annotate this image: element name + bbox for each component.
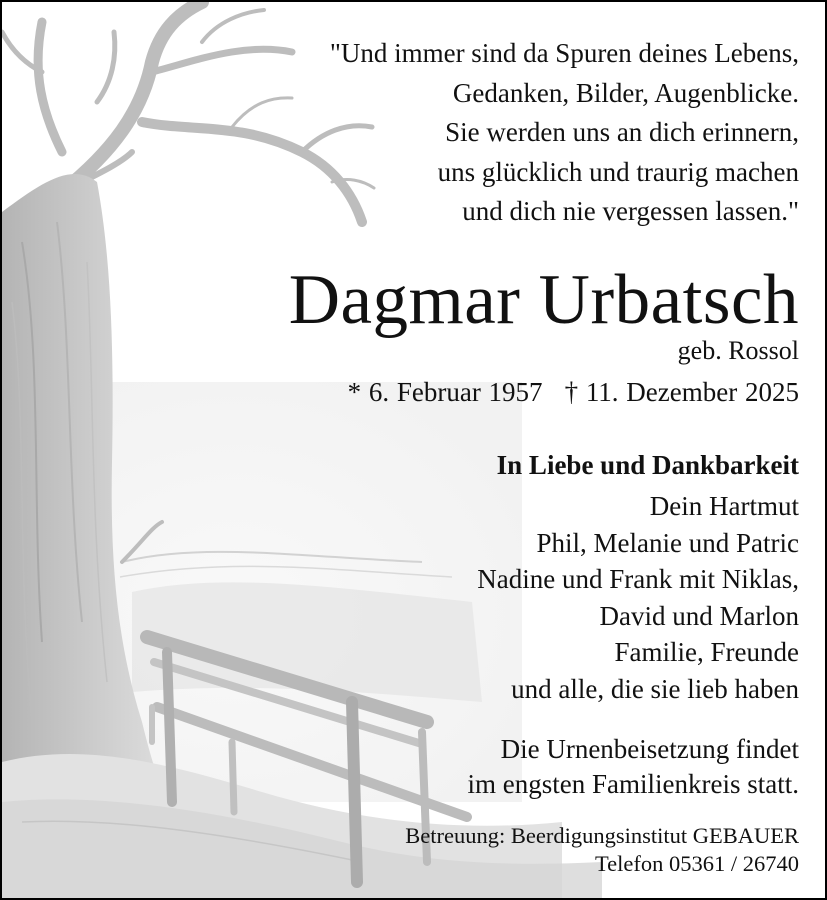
birth-name: geb. Rossol: [677, 336, 799, 365]
mourner-line: Nadine und Frank mit Niklas,: [477, 564, 799, 594]
life-dates: [348, 374, 799, 410]
quote-line: und dich nie vergessen lassen.": [462, 196, 799, 226]
burial-notice: [468, 732, 799, 802]
funeral-home-info: [405, 822, 799, 878]
notice-line: im engsten Familienkreis statt.: [467, 769, 799, 799]
deceased-name: Dagmar Urbatsch: [288, 261, 799, 339]
quote-line: Gedanken, Bilder, Augenblicke.: [452, 77, 799, 108]
funeral-home-name: Betreuung: Beerdigungsinstitut GEBAUER: [405, 823, 799, 848]
quote-line: Sie werden uns an dich erinnern,: [445, 117, 799, 147]
memorial-quote: [330, 34, 799, 232]
mourners-heading: In Liebe und Dankbarkeit: [496, 450, 799, 480]
quote-line: uns glücklich und traurig machen: [437, 156, 799, 187]
birth-date: * 6. Februar 1957: [347, 377, 543, 407]
quote-line: "Und immer sind da Spuren deines Lebens,: [329, 38, 799, 68]
funeral-home-phone: Telefon 05361 / 26740: [594, 851, 799, 876]
mourner-line: Dein Hartmut: [649, 491, 799, 521]
notice-line: Die Urnenbeisetzung findet: [500, 734, 799, 764]
death-date: † 11. Dezember 2025: [564, 377, 799, 407]
mourner-line: Phil, Melanie und Patric: [536, 527, 799, 558]
mourner-line: Familie, Freunde: [614, 637, 799, 667]
mourner-line: David und Marlon: [599, 600, 799, 631]
mourners-list: [477, 488, 799, 707]
mourner-line: und alle, die sie lieb haben: [511, 673, 799, 704]
